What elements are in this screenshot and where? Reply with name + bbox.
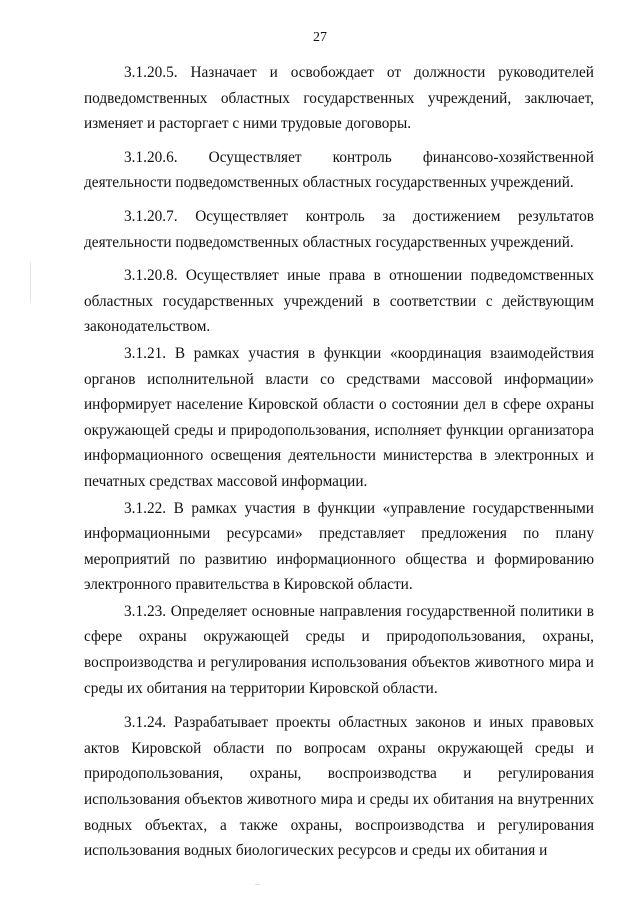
scan-margin-mark <box>30 262 31 302</box>
paragraph-3-1-22: 3.1.22. В рамках участия в функции «управление государственными информационными ресурсами» представляет предложения по плану мероприятий по развитию информационного общества и формированию электронного правительства в Кировской области. <box>84 499 594 594</box>
paragraph-3-1-20-7: 3.1.20.7. Осуществляет контроль за достижением результатов деятельности подведомственных областных государственных учреждений. <box>84 207 594 251</box>
document-body <box>84 60 594 864</box>
paragraph-3-1-20-5: 3.1.20.5. Назначает и освобождает от должности руководителей подведомственных областных государственных учреждений, заключает, изменяет и расторгает с ними трудовые договоры. <box>84 64 594 133</box>
paragraph-3-1-24: 3.1.24. Разрабатывает проекты областных законов и иных правовых актов Кировской области по вопросам охраны окружающей среды и природопользования, охраны, воспроизводства и регулирования использования объектов животного мира и среды их обитания на внутренних водных объектах, а также охраны, воспроизводства и регулирования использования водных биологических ресурсов и среды их обитания и <box>84 714 594 860</box>
paragraph-3-1-23: 3.1.23. Определяет основные направления государственной политики в сфере охраны окружающей среды и природопользования, охраны, воспроизводства и регулирования использования объектов животного мира и среды их обитания на территории Кировской области. <box>84 602 594 697</box>
page-number: 27 <box>313 30 327 45</box>
paragraph-3-1-20-8: 3.1.20.8. Осуществляет иные права в отношении подведомственных областных государственных учреждений в соответствии с действующим законодательством. <box>84 267 594 336</box>
paragraph-3-1-20-6: 3.1.20.6. Осуществляет контроль финансово-хозяйственной деятельности подведомственных областных государственных учреждений. <box>84 148 594 192</box>
paragraph-3-1-21: 3.1.21. В рамках участия в функции «координация взаимодействия органов исполнительной власти со средствами массовой информации» информирует население Кировской области о состоянии дел в сфере охраны окружающей среды и природопользования, исполняет функции организатора информационного освещения деятельности министерства в электронных и печатных средствах массовой информации. <box>84 344 594 490</box>
scan-dot-mark <box>255 884 260 885</box>
